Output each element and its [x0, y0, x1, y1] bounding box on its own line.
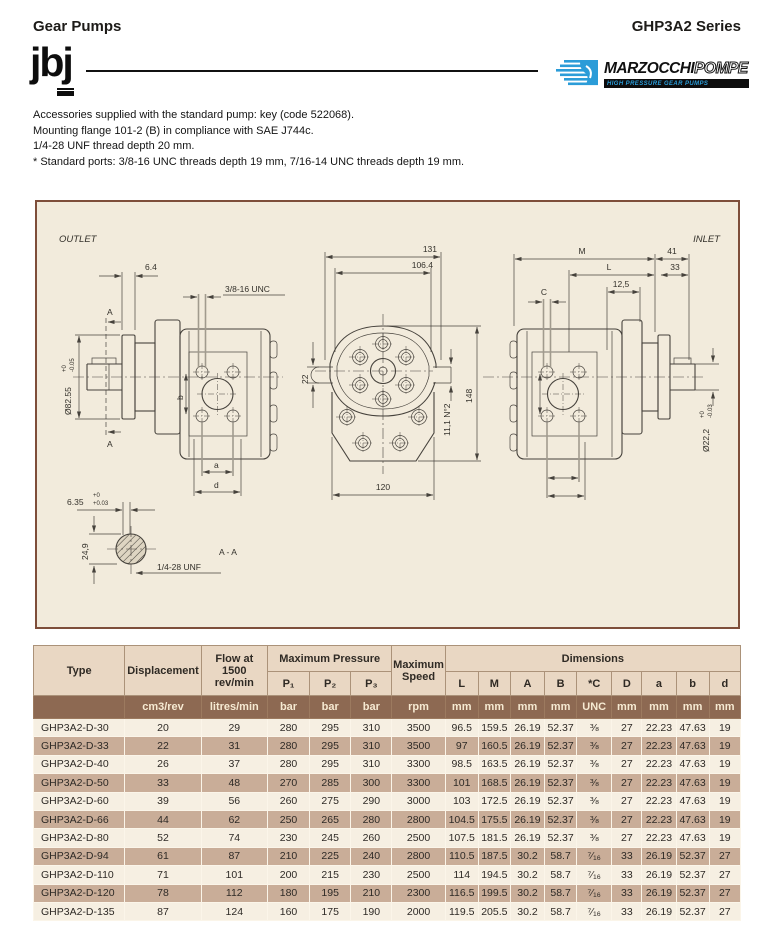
dim-label: 6.4 [145, 262, 157, 272]
table-row [34, 810, 741, 828]
value-cell: ⅜ [577, 774, 612, 792]
col-header-flow [201, 646, 267, 696]
unit-cell: rpm [392, 696, 445, 719]
dim-label: 148 [464, 388, 474, 403]
value-cell: 160 [267, 902, 309, 920]
type-cell: GHP3A2-D-110 [34, 866, 125, 884]
value-cell: 30.2 [510, 902, 544, 920]
value-cell: 215 [310, 866, 351, 884]
dim-label: C [540, 287, 548, 297]
col-header-p1: P₁ [267, 672, 309, 696]
value-cell: 52.37 [676, 866, 709, 884]
value-cell: 112 [201, 884, 267, 902]
type-cell: GHP3A2-D-120 [34, 884, 125, 902]
value-cell: 52.37 [545, 810, 577, 828]
value-cell: 103 [445, 792, 478, 810]
table-row [34, 774, 741, 792]
type-cell: GHP3A2-D-33 [34, 737, 125, 755]
col-header-displacement: Displacement [125, 646, 201, 696]
spec-table [33, 645, 741, 921]
value-cell: 101 [201, 866, 267, 884]
value-cell: 52.37 [545, 719, 577, 737]
table-row [34, 792, 741, 810]
value-cell: 26.19 [510, 755, 544, 773]
value-cell: 22.23 [642, 810, 676, 828]
value-cell: 47.63 [676, 829, 709, 847]
value-cell: 187.5 [478, 847, 510, 865]
dim-label: 6.35 [67, 497, 84, 507]
value-cell: 163.5 [478, 755, 510, 773]
value-cell: 47.63 [676, 755, 709, 773]
value-cell: 26.19 [510, 792, 544, 810]
series-title: GHP3A2 Series [631, 18, 741, 35]
value-cell: 30.2 [510, 866, 544, 884]
type-cell: GHP3A2-D-40 [34, 755, 125, 773]
value-cell: 27 [612, 755, 642, 773]
value-cell: 26.19 [510, 774, 544, 792]
value-cell: 33 [125, 774, 201, 792]
value-cell: 225 [310, 847, 351, 865]
value-cell: 47.63 [676, 774, 709, 792]
dim-tolerance: -0.05 [70, 358, 76, 372]
value-cell: 19 [709, 755, 740, 773]
marzocchi-speedlines-icon [556, 58, 602, 90]
marzocchi-tagline-bar [604, 79, 749, 88]
dim-label: 41 [667, 246, 677, 256]
value-cell: 230 [351, 866, 392, 884]
value-cell: 22.23 [642, 719, 676, 737]
value-cell: 52.37 [676, 847, 709, 865]
value-cell: 37 [201, 755, 267, 773]
value-cell: 98.5 [445, 755, 478, 773]
value-cell: 190 [351, 902, 392, 920]
value-cell: 295 [310, 755, 351, 773]
value-cell: 22 [125, 737, 201, 755]
value-cell: 114 [445, 866, 478, 884]
value-cell: 19 [709, 737, 740, 755]
value-cell: 280 [267, 719, 309, 737]
value-cell: 78 [125, 884, 201, 902]
value-cell: 285 [310, 774, 351, 792]
value-cell: 97 [445, 737, 478, 755]
value-cell: 27 [709, 902, 740, 920]
value-cell: 47.63 [676, 737, 709, 755]
dim-label: M [578, 246, 586, 256]
value-cell: 22.23 [642, 755, 676, 773]
note-line: * Standard ports: 3/8-16 UNC threads depth 19 mm, 7/16-14 UNC threads depth 19 mm. [33, 155, 465, 168]
value-cell: 310 [351, 755, 392, 773]
type-cell: GHP3A2-D-135 [34, 902, 125, 920]
value-cell: 30.2 [510, 847, 544, 865]
value-cell: 19 [709, 810, 740, 828]
value-cell: 52.37 [545, 792, 577, 810]
col-header-dim: L [445, 672, 478, 696]
value-cell: 2000 [392, 902, 445, 920]
value-cell: 180 [267, 884, 309, 902]
dim-label: 1/4-28 UNF [157, 562, 201, 572]
value-cell: 101 [445, 774, 478, 792]
value-cell: 22.23 [642, 737, 676, 755]
type-cell: GHP3A2-D-94 [34, 847, 125, 865]
dim-label: 12,5 [612, 279, 630, 289]
value-cell: ⁷⁄₁₆ [577, 902, 612, 920]
left-side-view [62, 262, 285, 496]
outlet-label: OUTLET [59, 234, 97, 245]
value-cell: 33 [612, 884, 642, 902]
value-cell: 31 [201, 737, 267, 755]
technical-drawing [37, 202, 738, 627]
value-cell: 26 [125, 755, 201, 773]
value-cell: 290 [351, 792, 392, 810]
unit-cell: UNC [577, 696, 612, 719]
value-cell: 22.23 [642, 829, 676, 847]
dim-label: d [214, 480, 219, 490]
dim-label: Ø22,2 [701, 428, 711, 452]
value-cell: 19 [709, 774, 740, 792]
value-cell: 52.37 [545, 737, 577, 755]
col-header-p3: P₃ [351, 672, 392, 696]
table-row [34, 884, 741, 902]
col-header-dimensions: Dimensions [445, 646, 740, 672]
unit-cell: mm [510, 696, 544, 719]
value-cell: 2800 [392, 810, 445, 828]
dim-label: 120 [375, 482, 391, 492]
marzocchi-wordmark: MARZOCCHI [604, 60, 695, 77]
center-front-view [300, 244, 481, 500]
value-cell: 280 [351, 810, 392, 828]
value-cell: 26.19 [510, 829, 544, 847]
dim-tolerance: -0.03 [708, 404, 714, 418]
pompe-wordmark: POMPE [694, 60, 748, 77]
value-cell: 52.37 [545, 829, 577, 847]
col-header-dim: a [642, 672, 676, 696]
value-cell: 159.5 [478, 719, 510, 737]
value-cell: 52 [125, 829, 201, 847]
unit-cell: mm [709, 696, 740, 719]
type-cell: GHP3A2-D-60 [34, 792, 125, 810]
value-cell: 33 [612, 847, 642, 865]
dim-label: 106.4 [411, 260, 433, 270]
value-cell: 58.7 [545, 884, 577, 902]
dim-label: 24,9 [80, 543, 90, 560]
type-cell: GHP3A2-D-80 [34, 829, 125, 847]
value-cell: 20 [125, 719, 201, 737]
table-body [34, 719, 741, 921]
dim-label: 3/8-16 UNC [225, 284, 270, 294]
type-cell: GHP3A2-D-66 [34, 810, 125, 828]
value-cell: ⅜ [577, 737, 612, 755]
col-header-p2: P₂ [310, 672, 351, 696]
value-cell: 2500 [392, 866, 445, 884]
value-cell: 26.19 [642, 884, 676, 902]
value-cell: 52.37 [676, 884, 709, 902]
unit-cell: mm [445, 696, 478, 719]
dim-label: A [107, 439, 113, 449]
value-cell: 124 [201, 902, 267, 920]
col-header-dim: b [676, 672, 709, 696]
value-cell: 52.37 [545, 755, 577, 773]
value-cell: ⅜ [577, 829, 612, 847]
col-header-speed-line2: Speed [402, 670, 436, 683]
value-cell: 71 [125, 866, 201, 884]
col-header-flow-line1: Flow at [215, 652, 254, 665]
value-cell: 19 [709, 719, 740, 737]
type-cell: GHP3A2-D-30 [34, 719, 125, 737]
value-cell: 107.5 [445, 829, 478, 847]
value-cell: 295 [310, 719, 351, 737]
col-header-dim: *C [577, 672, 612, 696]
value-cell: 19 [709, 792, 740, 810]
value-cell: 44 [125, 810, 201, 828]
type-cell: GHP3A2-D-50 [34, 774, 125, 792]
col-header-speed [392, 646, 445, 696]
dim-label: 22 [300, 374, 310, 384]
value-cell: 48 [201, 774, 267, 792]
header-divider [86, 70, 538, 72]
value-cell: 27 [612, 719, 642, 737]
value-cell: 33 [612, 866, 642, 884]
value-cell: 26.19 [510, 737, 544, 755]
value-cell: 47.63 [676, 810, 709, 828]
jbj-logo: jbj [30, 39, 72, 85]
value-cell: 172.5 [478, 792, 510, 810]
value-cell: 194.5 [478, 866, 510, 884]
value-cell: 52.37 [545, 774, 577, 792]
value-cell: 27 [612, 774, 642, 792]
value-cell: 26.19 [510, 810, 544, 828]
inlet-label: INLET [693, 234, 720, 245]
table-row [34, 829, 741, 847]
value-cell: 29 [201, 719, 267, 737]
value-cell: 310 [351, 737, 392, 755]
value-cell: 58.7 [545, 847, 577, 865]
page-title: Gear Pumps [33, 18, 122, 35]
value-cell: 58.7 [545, 866, 577, 884]
col-header-type: Type [34, 646, 125, 696]
dim-label: b [175, 395, 185, 400]
dim-label: A [107, 307, 113, 317]
value-cell: 116.5 [445, 884, 478, 902]
value-cell: 26.19 [642, 866, 676, 884]
table-row [34, 719, 741, 737]
units-row [34, 696, 741, 719]
unit-cell: mm [676, 696, 709, 719]
col-header-dim: A [510, 672, 544, 696]
jbj-logo-subtext [57, 88, 74, 96]
value-cell: 30.2 [510, 884, 544, 902]
value-cell: 26.19 [642, 847, 676, 865]
table-row [34, 902, 741, 920]
unit-cell: mm [612, 696, 642, 719]
col-header-dim: M [478, 672, 510, 696]
value-cell: 280 [267, 755, 309, 773]
value-cell: 22.23 [642, 792, 676, 810]
value-cell: 210 [267, 847, 309, 865]
marzocchi-tagline: HIGH PRESSURE GEAR PUMPS [607, 80, 709, 87]
value-cell: 199.5 [478, 884, 510, 902]
value-cell: 87 [125, 902, 201, 920]
unit-cell: bar [351, 696, 392, 719]
dim-tolerance: +0.03 [93, 501, 109, 507]
value-cell: 26.19 [510, 719, 544, 737]
dim-label: a [214, 460, 219, 470]
unit-cell: cm3/rev [125, 696, 201, 719]
col-header-dim: B [545, 672, 577, 696]
value-cell: 260 [351, 829, 392, 847]
note-line: Mounting flange 101-2 (B) in compliance with SAE J744c. [33, 124, 314, 137]
value-cell: 62 [201, 810, 267, 828]
value-cell: 210 [351, 884, 392, 902]
dim-label: 131 [422, 244, 437, 254]
value-cell: 275 [310, 792, 351, 810]
value-cell: 3300 [392, 774, 445, 792]
value-cell: 104.5 [445, 810, 478, 828]
value-cell: 240 [351, 847, 392, 865]
unit-cell: mm [478, 696, 510, 719]
col-header-max-pressure: Maximum Pressure [267, 646, 392, 672]
value-cell: 230 [267, 829, 309, 847]
value-cell: 27 [612, 792, 642, 810]
value-cell: ⁷⁄₁₆ [577, 884, 612, 902]
value-cell: ⅜ [577, 719, 612, 737]
value-cell: 39 [125, 792, 201, 810]
section-label: A - A [219, 547, 237, 557]
value-cell: 110.5 [445, 847, 478, 865]
unit-cell: mm [545, 696, 577, 719]
value-cell: 56 [201, 792, 267, 810]
note-line: Accessories supplied with the standard pump: key (code 522068). [33, 109, 355, 121]
value-cell: ⁷⁄₁₆ [577, 847, 612, 865]
value-cell: 26.19 [642, 902, 676, 920]
value-cell: 310 [351, 719, 392, 737]
value-cell: 3500 [392, 719, 445, 737]
value-cell: 96.5 [445, 719, 478, 737]
dim-label: 11,1 N°2 [442, 403, 452, 436]
dim-label: Ø82.55 [63, 387, 73, 415]
value-cell: 119.5 [445, 902, 478, 920]
value-cell: 3000 [392, 792, 445, 810]
col-header-speed-line1: Maximum [393, 658, 444, 671]
value-cell: 27 [709, 847, 740, 865]
dim-tolerance: +0 [93, 493, 100, 499]
value-cell: 3500 [392, 737, 445, 755]
col-header-dim: D [612, 672, 642, 696]
value-cell: 250 [267, 810, 309, 828]
table-row [34, 755, 741, 773]
value-cell: 181.5 [478, 829, 510, 847]
value-cell: 33 [612, 902, 642, 920]
value-cell: 205.5 [478, 902, 510, 920]
unit-cell: litres/min [201, 696, 267, 719]
table-row [34, 866, 741, 884]
unit-cell [34, 696, 125, 719]
value-cell: 300 [351, 774, 392, 792]
value-cell: 270 [267, 774, 309, 792]
table-row [34, 847, 741, 865]
value-cell: 265 [310, 810, 351, 828]
unit-cell: bar [310, 696, 351, 719]
value-cell: 260 [267, 792, 309, 810]
col-header-dim: d [709, 672, 740, 696]
value-cell: 47.63 [676, 792, 709, 810]
value-cell: ⅜ [577, 755, 612, 773]
dim-label: 33 [670, 262, 680, 272]
value-cell: 280 [267, 737, 309, 755]
dim-tolerance: +0 [700, 411, 706, 418]
dim-tolerance: +0 [62, 365, 68, 372]
marzocchi-logo [556, 58, 752, 94]
value-cell: 27 [709, 884, 740, 902]
value-cell: 52.37 [676, 902, 709, 920]
value-cell: 175 [310, 902, 351, 920]
value-cell: 295 [310, 737, 351, 755]
value-cell: 58.7 [545, 902, 577, 920]
value-cell: 27 [612, 810, 642, 828]
table-row [34, 737, 741, 755]
notes-block [33, 108, 464, 170]
section-view [67, 493, 237, 584]
col-header-flow-line2: 1500 rev/min [214, 664, 254, 689]
value-cell: ⁷⁄₁₆ [577, 866, 612, 884]
value-cell: 195 [310, 884, 351, 902]
note-line: 1/4-28 UNF thread depth 20 mm. [33, 140, 195, 152]
value-cell: 160.5 [478, 737, 510, 755]
value-cell: 27 [612, 829, 642, 847]
value-cell: 61 [125, 847, 201, 865]
value-cell: 27 [709, 866, 740, 884]
value-cell: 27 [612, 737, 642, 755]
value-cell: 87 [201, 847, 267, 865]
spec-table-wrap [33, 645, 741, 921]
value-cell: 74 [201, 829, 267, 847]
value-cell: 2500 [392, 829, 445, 847]
value-cell: 168.5 [478, 774, 510, 792]
value-cell: 19 [709, 829, 740, 847]
drawing-panel [35, 200, 740, 629]
value-cell: 2800 [392, 847, 445, 865]
unit-cell: mm [642, 696, 676, 719]
unit-cell: bar [267, 696, 309, 719]
value-cell: 3300 [392, 755, 445, 773]
value-cell: 22.23 [642, 774, 676, 792]
value-cell: 200 [267, 866, 309, 884]
value-cell: 2300 [392, 884, 445, 902]
value-cell: 245 [310, 829, 351, 847]
value-cell: ⅜ [577, 810, 612, 828]
dim-label: L [606, 262, 612, 272]
value-cell: 47.63 [676, 719, 709, 737]
right-side-view [483, 246, 719, 500]
value-cell: 175.5 [478, 810, 510, 828]
value-cell: ⅜ [577, 792, 612, 810]
